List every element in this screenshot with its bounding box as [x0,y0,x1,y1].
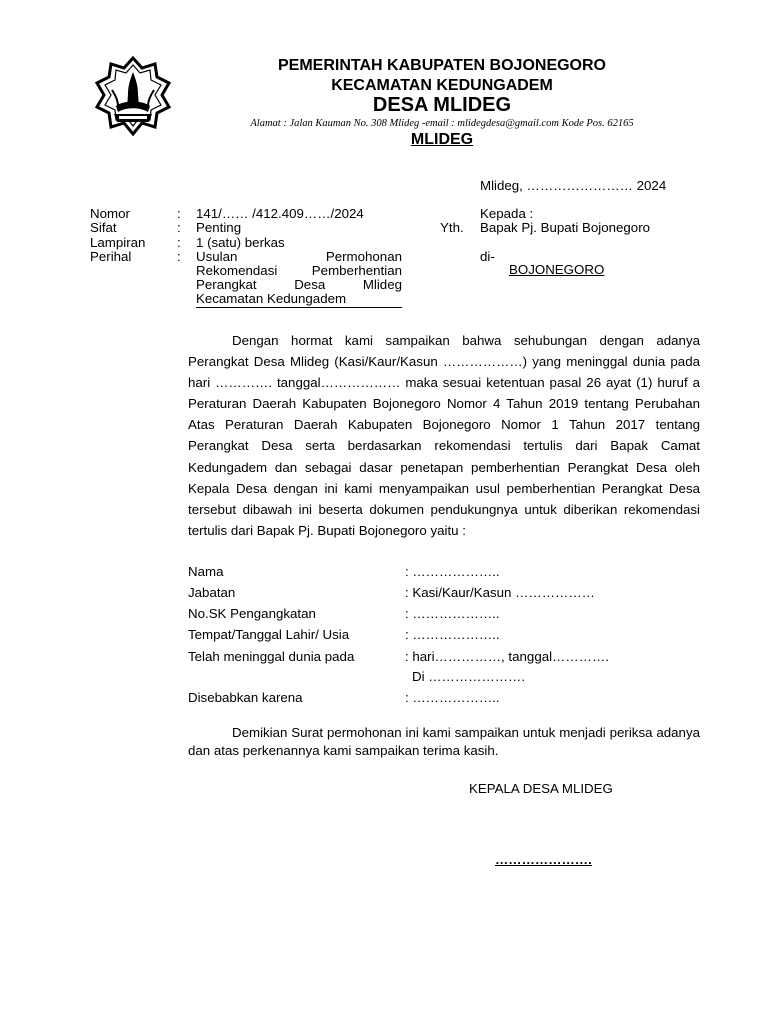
recipient-city: BOJONEGORO [509,262,605,277]
meninggal-value: : hari……………, tanggal…………. [405,649,609,664]
yth-label: Yth. [440,220,464,235]
signer-title: KEPALA DESA MLIDEG [469,781,613,796]
kop-place: MLIDEG [410,131,474,148]
lampiran-value: 1 (satu) berkas [196,235,285,250]
perihal-value [196,250,402,306]
nama-label: Nama [188,564,224,579]
lampiran-colon: : [177,235,181,250]
nama-value: : ……………….. [405,564,500,579]
sk-value: : ……………….. [405,606,500,621]
kepada-label: Kepada : [480,206,534,221]
signer-name: …………………. [495,852,592,867]
body-paragraph [188,330,700,541]
sk-label: No.SK Pengangkatan [188,606,316,621]
jabatan-value: : Kasi/Kaur/Kasun ……………… [405,585,595,600]
bojonegoro-crest-icon [94,56,172,140]
sifat-colon: : [177,220,181,235]
sebab-label: Disebabkan karena [188,690,303,705]
perihal-line-3: Perangkat Desa Mlideg [196,277,402,292]
perihal-underline [196,307,402,308]
sebab-value: : ……………….. [405,690,500,705]
nomor-label: Nomor [90,206,130,221]
meninggal-label: Telah meninggal dunia pada [188,649,355,664]
recipient-di: di- [480,249,495,264]
kop-line-1: PEMERINTAH KABUPATEN BOJONEGORO [277,57,606,74]
body-text: Dengan hormat kami sampaikan bahwa sehubungan dengan adanya Perangkat Desa Mlideg (Kasi/Kaur/Kasun ………………) yang meninggal dunia pada hari …………. tanggal……………… maka sesuai ketentuan pasal 26 ayat (1) huruf a Peraturan Daerah Kabupaten Bojonegoro Nomor 4 Tahun 2019 tentang Perubahan Atas Peraturan Daerah Kabupaten Bojonegoro Nomor 1 Tahun 2017 tentang Perangkat Desa serta berdasarkan rekomendasi tertulis dari Bapak Camat Kedungadem dan sebagai dasar penetapan pemberhentian Perangkat Desa oleh Kepala Desa dengan ini kami menyampaikan usul pemberhentian Perangkat Desa tersebut dibawah ini beserta dokumen pendukungnya untuk diberikan rekomendasi tertulis dari Bapak Pj. Bupati Bojonegoro yaitu : [188,333,700,538]
ttl-label: Tempat/Tanggal Lahir/ Usia [188,627,350,642]
perihal-label: Perihal [90,249,132,264]
kop-village-name: DESA MLIDEG [372,94,512,116]
perihal-colon: : [177,249,181,264]
perihal-line-1: Usulan Permohonan [196,249,402,264]
nomor-colon: : [177,206,181,221]
closing-paragraph [188,724,700,760]
kop-address: Alamat : Jalan Kauman No. 308 Mlideg -email : mlidegdesa@gmail.com Kode Pos. 62165 [250,118,634,129]
jabatan-label: Jabatan [188,585,236,600]
date-line: Mlideg, …………………… 2024 [480,178,667,193]
sifat-value: Penting [196,220,242,235]
ttl-value: : ……………….. [405,627,500,642]
perihal-line-2: Rekomendasi Pemberhentian [196,263,402,278]
perihal-line-4: Kecamatan Kedungadem [196,291,347,306]
recipient-name: Bapak Pj. Bupati Bojonegoro [480,220,651,235]
lampiran-label: Lampiran [90,235,146,250]
closing-text: Demikian Surat permohonan ini kami sampaikan untuk menjadi periksa adanya dan atas perkenannya kami sampaikan terima kasih. [188,725,700,758]
kop-line-2: KECAMATAN KEDUNGADEM [331,77,553,94]
nomor-value: 141/…… /412.409……/2024 [196,206,364,221]
di-value: Di …………………. [412,669,526,684]
sifat-label: Sifat [90,220,117,235]
